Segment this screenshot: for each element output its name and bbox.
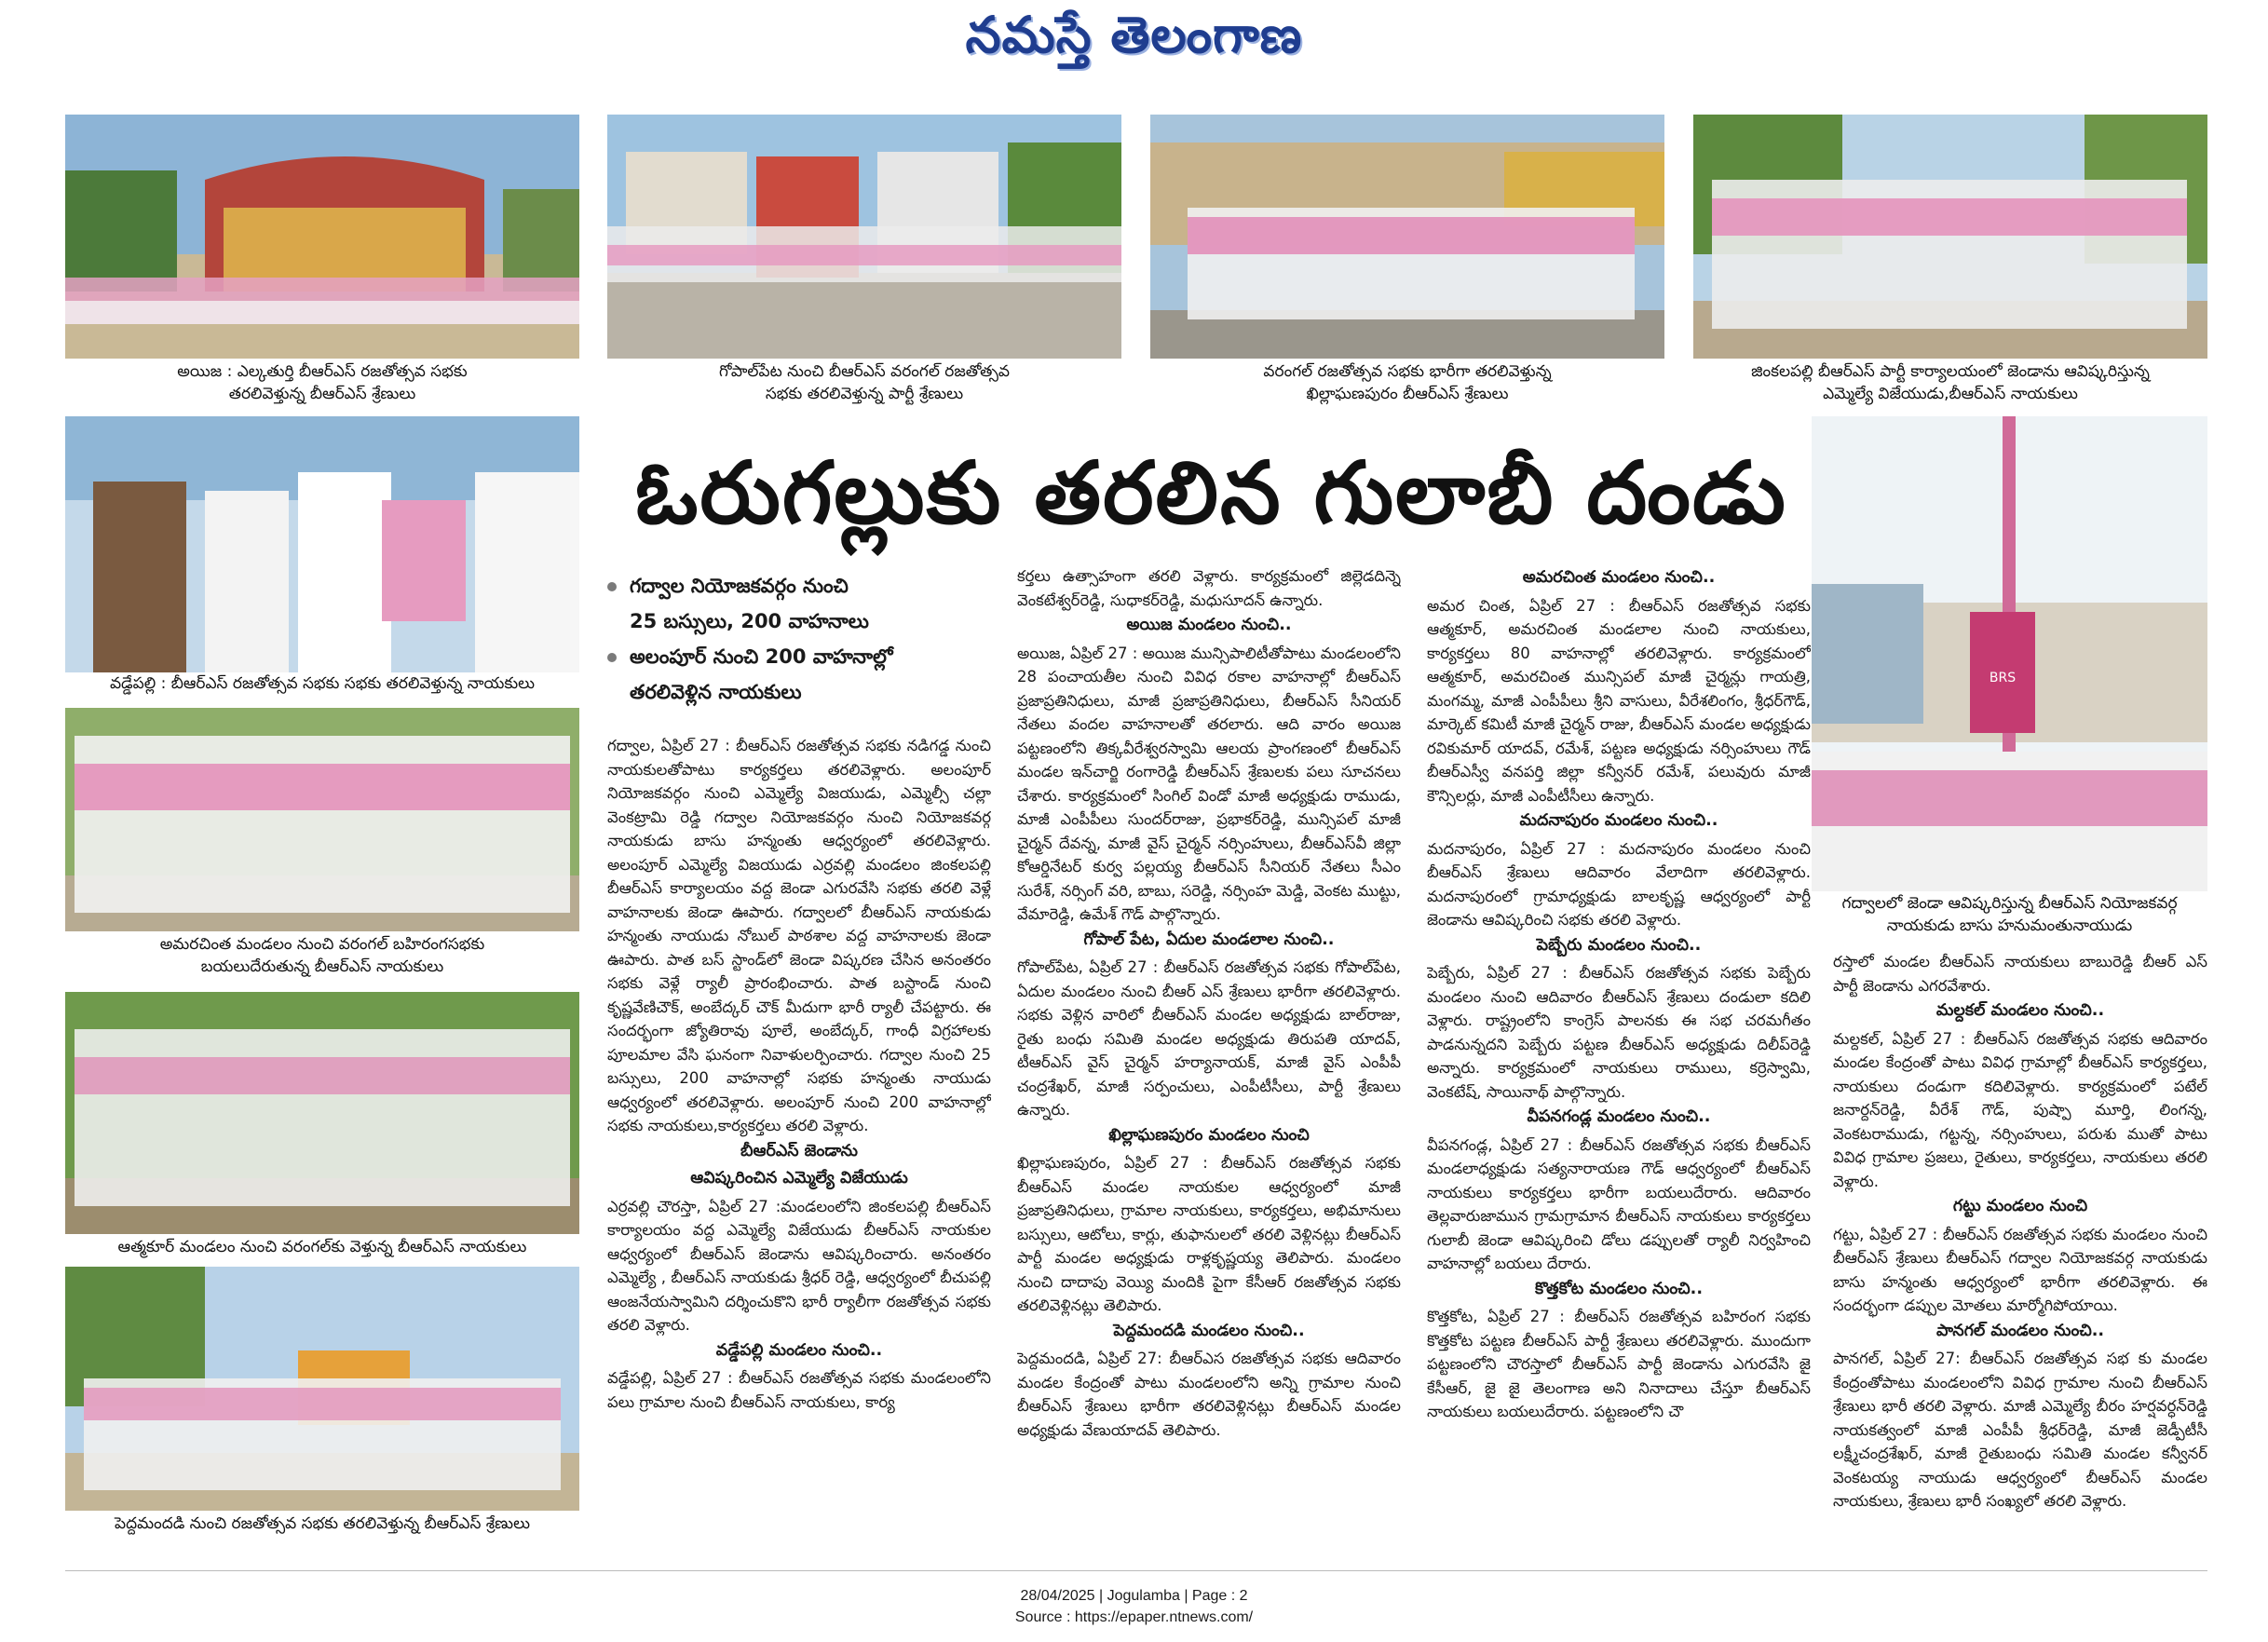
photo-jinkalapalli-flag bbox=[1693, 115, 2207, 359]
photo-khillaghanapuram bbox=[1150, 115, 1664, 359]
col2-subhead-1: అయిజ మండలం నుంచి.. bbox=[1126, 616, 1292, 634]
footer bbox=[0, 1585, 2268, 1628]
col3-subhead-5: కొత్తకోట మండలం నుంచి.. bbox=[1535, 1279, 1703, 1298]
photo-gadwal-flag bbox=[1812, 416, 2207, 891]
col4-para3: గట్టు, ఏప్రిల్ 27 : బీఆర్ఎస్ రజతోత్సవ సభకు మండలం నుంచి బీఆర్ఎస్ శ్రేణులు బీఆర్ఎస్ గద్వాల నియోజకవర్గ నాయకుడు బాసు హన్మంతు ఆధ్వర్యంలో భారీగా తరలివెళ్లారు. ఈ సందర్భంగా డప్పుల మోతలు మార్మోగిపోయాయి. bbox=[1833, 1225, 2207, 1314]
bullet-icon bbox=[607, 582, 617, 591]
photo-caption-peddamandadi: పెద్దమందడి నుంచి రజతోత్సవ సభకు తరలివెళ్తున్న బీఆర్ఎస్ శ్రేణులు bbox=[115, 1514, 530, 1533]
col3-para1: అమర చింత, ఏప్రిల్ 27 : బీఆర్ఎస్ రజతోత్సవ సభకు ఆత్మకూర్, అమరచింత మండలాల నుంచి నాయకులు, కార్యకర్తలు 80 వాహనాల్లో తరలివెళ్లారు. కార్యక్రమంలో ఆత్మకూర్, అమరచింత మున్సిపల్ మాజీ చైర్మన్లు గాయత్రి, మంగమ్మ, మాజీ ఎంపీపీలు శ్రీని వాసులు, వీరేశలింగం, శ్రీధర్‌గౌడ్, మార్కెట్ కమిటీ మాజీ చైర్మన్ రాజు, బీఆర్ఎస్ మండల అధ్యక్షుడు రవికుమార్ యాదవ్, రమేశ్, పట్టణ అధ్యక్షుడు నర్సింహులు గౌడ్ బీఆర్ఎస్వీ వనపర్తి జిల్లా కన్వీనర్ రమేశ్, పలువురు మాజీ కౌన్సిలర్లు, మాజీ ఎంపీటీసీలు ఉన్నారు. bbox=[1427, 596, 1811, 805]
footer-source-link[interactable]: Source : https://epaper.ntnews.com/ bbox=[1014, 1609, 1254, 1625]
photo-caption-aija: అయిజ : ఎల్కతుర్తి బీఆర్ఎస్ రజతోత్సవ సభకు తరలివెళ్తున్న బీఆర్ఎస్ శ్రేణులు bbox=[177, 362, 468, 403]
col1-para2: ఎర్రవల్లి చౌరస్తా, ఏప్రిల్ 27 :మండలంలోని జింకలపల్లి బీఆర్ఎస్ కార్యాలయం వద్ద ఎమ్మెల్యే విజేయుడు బీఆర్ఎస్ నాయకుల ఆధ్వర్యంలో బీఆర్ఎస్ జెండాను ఆవిష్కరించారు. అనంతరం ఎమ్మెల్యే , బీఆర్ఎస్ నాయకుడు శ్రీధర్ రెడ్డి, ఆధ్వర్యంలో బీచుపల్లి ఆంజనేయస్వామిని దర్శించుకొని భారీ ర్యాలీగా రజతోత్సవ సభకు తరలి వెళ్లారు. bbox=[607, 1197, 991, 1334]
highlight-1a: గద్వాల నియోజకవర్గం నుంచి bbox=[607, 568, 989, 604]
col1-para3: వడ్డేపల్లి, ఏప్రిల్ 27 : బీఆర్ఎస్ రజతోత్సవ సభకు మండలంలోని పలు గ్రామాల నుంచి బీఆర్ఎస్ నాయకులు, కార్య bbox=[607, 1369, 991, 1411]
article-column-1 bbox=[607, 734, 991, 1558]
col2-subhead-4: పెద్దమందడి మండలం నుంచి.. bbox=[1113, 1321, 1305, 1340]
photo-caption-khillaghanapuram: వరంగల్ రజతోత్సవ సభకు భారీగా తరలివెళ్తున్న ఖిల్లాఘణపురం బీఆర్ఎస్ శ్రేణులు bbox=[1263, 362, 1552, 403]
photo-gopalpet-buses bbox=[607, 115, 1121, 359]
col2-para3: గోపాల్‌పేట, ఏప్రిల్ 27 : బీఆర్ఎస్ రజతోత్సవ సభకు గోపాల్‌పేట, ఏదుల మండలం నుంచి బీఆర్ ఎస్ శ్రేణులు భారీగా తరలివెళ్లారు. సభకు వెళ్లిన వారిలో బీఆర్ఎస్ మండల అధ్యక్షుడు బాల్‌రాజు, రైతు బంధు సమితి మండల అధ్యక్షుడు తిరుపతి యాదవ్, టీఆర్ఎస్ వైస్ చైర్మన్ హర్యానాయక్, మాజీ వైస్ ఎంపీపీ చంద్రశేఖర్, మాజీ సర్పంచులు, ఎంపీటీసీలు, పార్టీ శ్రేణులు ఉన్నారు. bbox=[1017, 958, 1401, 1119]
photo-vaddepalli-leaders bbox=[65, 416, 579, 672]
photo-amarachinta bbox=[65, 708, 579, 931]
article-column-4 bbox=[1833, 950, 2207, 1558]
col3-subhead-1: అమరచింత మండలం నుంచి.. bbox=[1522, 568, 1716, 587]
masthead-logo: నమస్తే తెలంగాణ bbox=[965, 6, 1303, 64]
highlights-box bbox=[607, 568, 989, 710]
col4-para1: రస్తాలో మండల బీఆర్ఎస్ నాయకులు బాబురెడ్డి బీఆర్ ఎస్ పార్టీ జెండాను ఎగరవేశారు. bbox=[1833, 953, 2207, 995]
col3-para5: కొత్తకోట, ఏప్రిల్ 27 : బీఆర్ఎస్ రజతోత్సవ బహిరంగ సభకు కొత్తకోట పట్టణ బీఆర్ఎస్ పార్టీ శ్రేణులు తరలివెళ్లారు. ముందుగా పట్టణంలోని చౌరస్తాలో బీఆర్ఎస్ పార్టీ జెండాను ఎగురవేసి జై కేసీఆర్, జై జై తెలంగాణ అని నినాదాలు చేస్తూ బీఆర్ఎస్ నాయకులు బయలుదేరారు. పట్టణంలోని చౌ bbox=[1427, 1308, 1811, 1420]
col1-subhead-1: బీఆర్ఎస్ జెండాను bbox=[740, 1141, 858, 1160]
col2-para1: కర్తలు ఉత్సాహంగా తరలి వెళ్లారు. కార్యక్రమంలో జిల్లెడదిన్నె వెంకటేశ్వర్‌రెడ్డి, సుధాకర్‌రెడ్డి, మధుసూదన్ ఉన్నారు. bbox=[1017, 567, 1401, 609]
col1-subhead-1b: ఆవిష్కరించిన ఎమ్మెల్యే విజేయుడు bbox=[690, 1169, 908, 1187]
photo-caption-amarachinta: అమరచింత మండలం నుంచి వరంగల్ బహిరంగసభకు బయలుదేరుతున్న బీఆర్ఎస్ నాయకులు bbox=[159, 935, 485, 976]
photo-caption-gopalpet: గోపాల్‌పేట నుంచి బీఆర్ఎస్ వరంగల్ రజతోత్సవ సభకు తరలివెళ్తున్న పార్టీ శ్రేణులు bbox=[719, 362, 1010, 403]
col4-subhead-2: గట్టు మండలం నుంచి bbox=[1952, 1197, 2088, 1215]
bottom-rule bbox=[65, 1570, 2207, 1571]
photo-caption-vaddepalli: వడ్డేపల్లి : బీఆర్ఎస్ రజతోత్సవ సభకు సభకు తరలివెళ్తున్న నాయకులు bbox=[109, 674, 536, 693]
col2-subhead-2: గోపాల్ పేట, ఏదుల మండలాల నుంచి.. bbox=[1083, 930, 1335, 949]
col1-para1: గద్వాల, ఏప్రిల్ 27 : బీఆర్ఎస్ రజతోత్సవ సభకు నడిగడ్డ నుంచి నాయకులతోపాటు కార్యకర్తలు తరలివెళ్లారు. అలంపూర్ నియోజకవర్గం నుంచి ఎమ్మెల్యే విజయుడు, ఎమ్మెల్సీ చల్లా వెంకట్రామి రెడ్డి గద్వాల నియోజకవర్గం నుంచి నియోజకవర్గ నాయకుడు బాసు హన్మంతు ఆధ్వర్యంలో తరలివెళ్లారు. అలంపూర్ ఎమ్మెల్యే విజయుడు ఎర్రవల్లి మండలం జింకలపల్లి బీఆర్ఎస్ కార్యాలయం వద్ద జెండా ఎగురవేసి సభకు తరలి వెళ్లే వాహనాలకు జెండా ఊపారు. గద్వాలలో బీఆర్ఎస్ నాయకుడు హన్మంతు నాయుడు నోబుల్ పాఠశాల వద్ద వాహనాలకు జెండా ఊపారు. పాత బస్ స్టాండ్‌లో జెండా విష్కరణ చేసిన అనంతరం సభకు వెళ్లే ర్యాలీ ప్రారంభించారు. పాత బస్టాండ్ నుంచి కృష్ణవేణిచౌక్, అంబేద్కర్ చౌక్ మీదుగా భారీ ర్యాలీ చేపట్టారు. ఈ సందర్భంగా జ్యోతిరావు పూలే, అంబేద్కర్, గాంధీ విగ్రహాలకు పూలమాల వేసి ఘనంగా నివాళులర్పించారు. గద్వాల నుంచి 25 బస్సులు, 200 వాహనాల్లో సభకు హన్మంతు నాయుడు ఆధ్వర్యంలో తరలివెళ్లారు. అలంపూర్ నుంచి 200 వాహనాల్లో సభకు నాయకులు,కార్యకర్తలు తరలి వెళ్లారు. bbox=[607, 737, 991, 1134]
article-column-2 bbox=[1017, 564, 1401, 1558]
photo-peddamandadi bbox=[65, 1267, 579, 1511]
photo-aija-rally bbox=[65, 115, 579, 359]
col2-para5: పెద్దమందడి, ఏప్రిల్ 27: బీఆర్ఎస రజతోత్సవ సభకు ఆదివారం మండల కేంద్రంతో పాటు మండలంలోని అన్ని గ్రామాల నుంచి బీఆర్ఎస్ శ్రేణులు భారీగా తరలివెళ్లినట్లు బీఆర్ఎస్ మండల అధ్యక్షుడు వేణుయాదవ్ తెలిపారు. bbox=[1017, 1350, 1401, 1439]
bullet-icon bbox=[607, 653, 617, 662]
col3-subhead-3: పెబ్బేరు మండలం నుంచి.. bbox=[1536, 935, 1702, 955]
photo-atmakur bbox=[65, 992, 579, 1234]
footer-edition-line: 28/04/2025 | Jogulamba | Page : 2 bbox=[1020, 1588, 1248, 1604]
highlight-2b: తరలివెళ్లిన నాయకులు bbox=[630, 681, 802, 703]
col2-para2: అయిజ, ఏప్రిల్ 27 : అయిజ మున్సిపాలిటీతోపాటు మండలంలోని 28 పంచాయతీల నుంచి వివిధ రకాల వాహనాల్లో బీఆర్ఎస్ ప్రజాప్రతినిధులు, మాజీ ప్రజాప్రతినిధులు, బీఆర్ఎస్ సీనియర్ నేతలు వందల వాహనాలతో తరలారు. ఆది వారం అయిజ పట్టణంలోని తిక్కవీరేశ్వరస్వామి ఆలయ ప్రాంగణంలో బీఆర్ఎస్ మండల ఇన్‌చార్జి రంగారెడ్డి బీఆర్ఎస్ శ్రేణులకు పలు సూచనలు చేశారు. కార్యక్రమంలో సింగిల్ విండో మాజీ అధ్యక్షుడు రాముడు, మాజీ ఎంపీపీలు సుందర్‌రాజు, ప్రభాకర్‌రెడ్డి, మున్సిపల్ మాజీ చైర్మన్ దేవన్న, మాజీ వైస్ చైర్మన్ నర్సింహులు, బీఆర్ఎస్‌వీ జిల్లా కోఆర్డినేటర్ కుర్వ పల్లయ్య బీఆర్ఎస్ సీనియర్ నేతలు సీఎం సురేశ్, నర్సింగ్ వరి, బాబు, సరెడ్డి, నర్సింహ మెడ్డి, వెంకట ముట్టు, వేమారెడ్డి, ఉమేశ్ గౌడ్ పాల్గొన్నారు. bbox=[1017, 644, 1401, 923]
article-column-3 bbox=[1427, 564, 1811, 1558]
col4-subhead-3: పానగల్ మండలం నుంచి.. bbox=[1935, 1321, 2105, 1340]
headline: ఓరుగల్లుకు తరలిన గులాబీ దండు bbox=[635, 443, 1787, 543]
col3-subhead-2: మదనాపురం మండలం నుంచి.. bbox=[1519, 811, 1718, 830]
col3-para3: పెబ్బేరు, ఏప్రిల్ 27 : బీఆర్ఎస్ రజతోత్సవ సభకు పెబ్బేరు మండలం నుంచి ఆదివారం బీఆర్ఎస్ శ్రేణులు దండులా కదిలి వెళ్లారు. రాష్ట్రంలోని కాంగ్రెస్ పాలనకు ఈ సభ చరమగీతం పాడనున్నదని పెబ్బేరు పట్టణ బీఆర్ఎస్ అధ్యక్షుడు దిలీప్‌రెడ్డి అన్నారు. కార్యక్రమంలో నాయకులు రాములు, కర్రెస్వామి, వెంకటేష్, సాయినాథ్ పాల్గొన్నారు. bbox=[1427, 964, 1811, 1101]
highlight-1b: 25 బస్సులు, 200 వాహనాలు bbox=[630, 610, 869, 632]
col3-para2: మదనాపురం, ఏప్రిల్ 27 : మదనాపురం మండలం నుంచి బీఆర్ఎస్ శ్రేణులు ఆదివారం వేలాదిగా తరలివెళ్లారు. మదనాపురంలో గ్రామాధ్యక్షుడు బాలకృష్ణ ఆధ్వర్యంలో పార్టీ జెండాను ఆవిష్కరించి సభకు తరలి వెళ్లారు. bbox=[1427, 839, 1811, 929]
flag-banner-text: BRS bbox=[1989, 671, 2017, 685]
photo-caption-atmakur: ఆత్మకూర్ మండలం నుంచి వరంగల్‌కు వెళ్తున్న బీఆర్ఎస్ నాయకులు bbox=[117, 1238, 527, 1256]
highlight-2a: అలంపూర్ నుంచి 200 వాహనాల్లో bbox=[607, 639, 989, 674]
col4-para4: పానగల్, ఏప్రిల్ 27: బీఆర్ఎస్ రజతోత్సవ సభ కు మండల కేంద్రంతోపాటు మండలంలోని వివిధ గ్రామాల నుంచి బీఆర్ఎస్ శ్రేణులు భారీ తరలి వెళ్లారు. మాజీ ఎమ్మెల్యే బీరం హర్షవర్ధన్‌రెడ్డి నాయకత్వంలో మాజీ ఎంపీపీ శ్రీధర్‌రెడ్డి, మాజీ జెడ్పీటీసీ లక్ష్మీచంద్రశేఖర్, మాజీ రైతుబంధు సమితి మండల కన్వీనర్ వెంకటయ్య నాయుడు ఆధ్వర్యంలో బీఆర్ఎస్ మండల నాయకులు, శ్రేణులు భారీ సంఖ్యలో తరలి వెళ్లారు. bbox=[1833, 1350, 2207, 1510]
col4-para2: మల్దకల్, ఏప్రిల్ 27 : బీఆర్ఎస్ రజతోత్సవ సభకు ఆదివారం మండల కేంద్రంతో పాటు వివిధ గ్రామాల్లో బీఆర్ఎస్ కార్యకర్తలు, నాయకులు దండుగా కదిలివెళ్లారు. కార్యక్రమంలో పటేల్ జనార్దన్‌రెడ్డి, వీరేశ్ గౌడ్, పుష్పా మూర్తి, లింగన్న, వెంకటరాముడు, గట్టన్న, నర్సింహులు, పరుశు ముతో పాటు వివిధ గ్రామాల ప్రజలు, రైతులు, కార్యకర్తలు, నాయకులు తరలి వెళ్లారు. bbox=[1833, 1029, 2207, 1190]
col1-subhead-2: వడ్డేపల్లి మండలం నుంచి.. bbox=[715, 1340, 883, 1360]
col2-subhead-3: ఖిల్లాఘణపురం మండలం నుంచి bbox=[1108, 1125, 1310, 1145]
photo-caption-gadwal: గద్వాలలో జెండా ఆవిష్కరిస్తున్న బీఆర్ఎస్ నియోజకవర్గ నాయకుడు బాసు హనుమంతునాయుడు bbox=[1841, 894, 2178, 935]
photo-caption-jinkalapalli: జింకలపల్లి బీఆర్ఎస్ పార్టీ కార్యాలయంలో జెండాను ఆవిష్కరిస్తున్న ఎమ్మెల్యే విజేయుడు,బీఆర్ఎస్ నాయకులు bbox=[1751, 362, 2150, 403]
col3-para4: వీపనగండ్ల, ఏప్రిల్ 27 : బీఆర్ఎస్ రజతోత్సవ సభకు బీఆర్ఎస్ మండలాధ్యక్షుడు సత్యనారాయణ గౌడ్ ఆధ్వర్యంలో బీఆర్ఎస్ నాయకులు కార్యకర్తలు భారీగా బయలుదేరారు. ఆదివారం తెల్లవారుజామున గ్రామగ్రామాన బీఆర్ఎస్ నాయకులు కార్యకర్తలు గులాబీ జెండా ఆవిష్కరించి డోలు డప్పులతో ర్యాలీ నిర్వహించి వాహనాల్లో బయలు దేరారు. bbox=[1427, 1135, 1811, 1272]
col4-subhead-1: మల్దకల్ మండలం నుంచి.. bbox=[1935, 1001, 2105, 1020]
col3-subhead-4: వీపనగండ్ల మండలం నుంచి.. bbox=[1527, 1107, 1711, 1126]
col2-para4: ఖిల్లాఘణపురం, ఏప్రిల్ 27 : బీఆర్ఎస్ రజతోత్సవ సభకు బీఆర్ఎస్ మండల నాయకుల ఆధ్వర్యంలో మాజీ ప్రజాప్రతినిధులు, గ్రామాల నాయకులు, కార్యకర్తలు, అభిమానులు బస్సులు, ఆటోలు, కార్లు, తుఫానులలో తరలి వెళ్లినట్లు బీఆర్ఎస్ పార్టీ మండల అధ్యక్షుడు రాళ్లకృష్ణయ్య తెలిపారు. మండలం నుంచి దాదాపు వెయ్యి మందికి పైగా కేసీఆర్ రజతోత్సవ సభకు తరలివెళ్లినట్లు తెలిపారు. bbox=[1017, 1154, 1401, 1314]
